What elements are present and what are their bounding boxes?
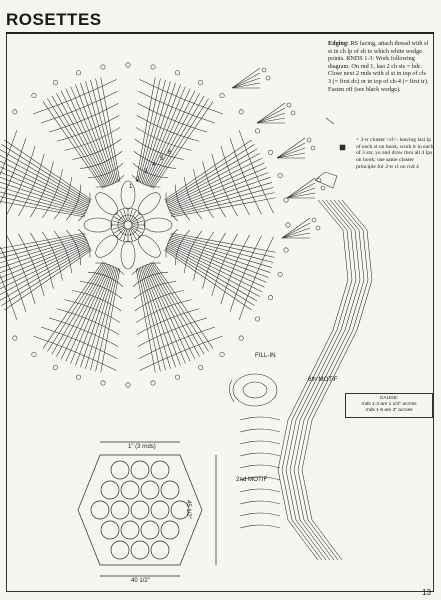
gauge-heading: GAUGE: [379, 396, 399, 401]
schematic-side-dimension: 45 1/2" [185, 500, 191, 519]
round-number-label: 6 [168, 149, 172, 156]
motif-chain-diagram [229, 200, 372, 560]
gauge-line: rnds 1-6 are 3" across [365, 408, 413, 414]
round-number-label: 3 [144, 168, 148, 175]
large-rosette-diagram [0, 63, 290, 387]
fill-in-label: FILL-IN [255, 352, 276, 359]
edging-text: RS facing, attach thread with sl st in ch lp of sh to which white wedge points. RNDS 1-3: Work following diagram. On rnd 1, last 2 ch sts = hdc. Close next 2 rnds with sl st in top of ch-3 (= first dc) or in top of ch-4 (= first tr). Fasten off (see black wedge). [328, 40, 429, 93]
gauge-line: rnds 1-3 are 1 1/4" across [361, 402, 417, 408]
edging-heading: Edging: [328, 40, 349, 47]
assembly-schematic [78, 442, 216, 576]
second-motif-label: 2nd MOTIF [236, 476, 268, 483]
round-number-label: 1 [129, 183, 133, 190]
schematic-top-dimension: 1" (3 rnds) [128, 444, 156, 450]
sixth-motif-label: 6th MOTIF [308, 376, 338, 383]
schematic-bottom-dimension: 40 1/2" [131, 578, 150, 584]
cluster-stitch-note: = 3-tr cluster <cl>: leaving last lp of each st on hook, work tr in each of 3 sts; yo and draw thru all 4 lps on hook; use same cluster principle for 2-tr cl on rnd 4 [356, 137, 434, 170]
edging-diagram [232, 68, 345, 238]
gauge-box [345, 393, 433, 418]
page-title: ROSETTES [6, 10, 102, 29]
round-number-label: 4 [152, 161, 156, 168]
edging-instructions [328, 40, 430, 93]
round-number-label: 2 [136, 176, 140, 183]
page-number: 13 [422, 588, 431, 597]
round-number-label: 5 [160, 155, 164, 162]
